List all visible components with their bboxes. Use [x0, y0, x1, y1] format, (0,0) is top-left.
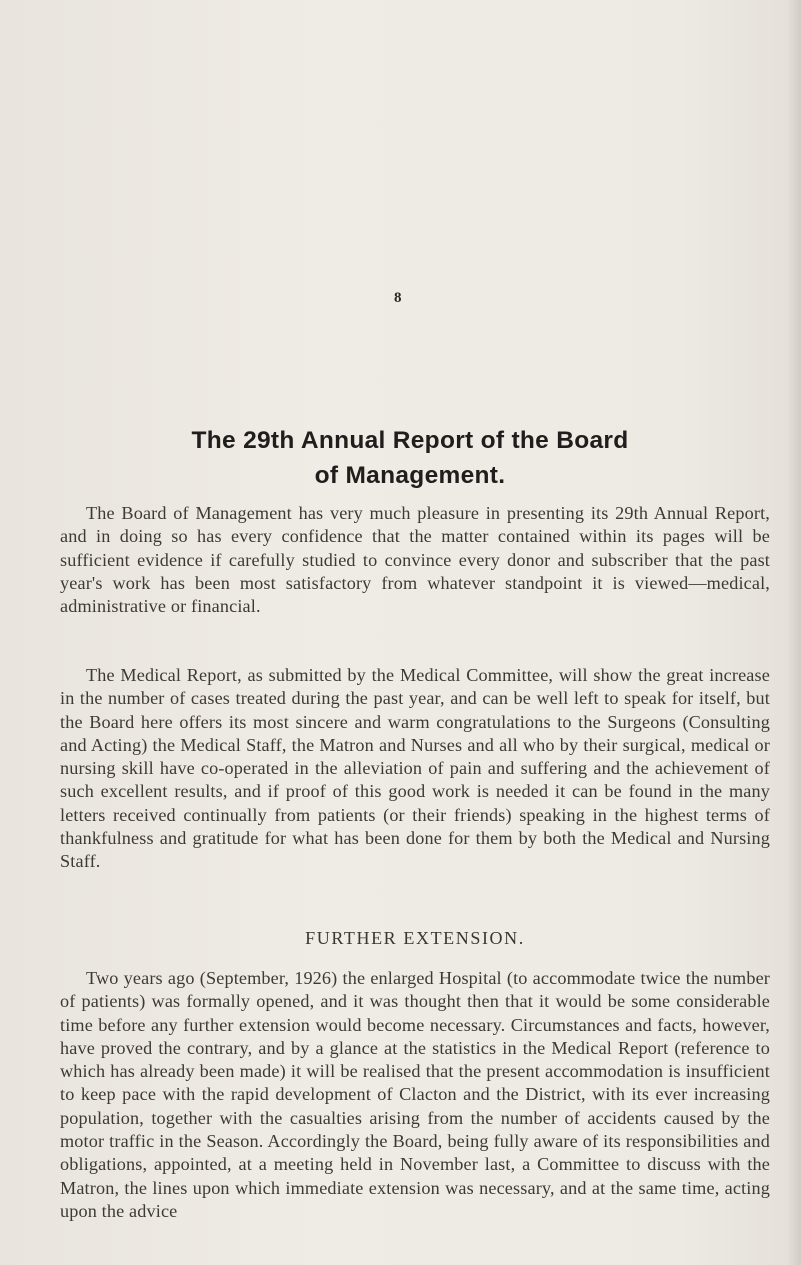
paragraph-medical-report: [60, 664, 770, 874]
report-title-line-1: The 29th Annual Report of the Board: [191, 427, 629, 454]
paragraph-further-extension: [60, 967, 770, 1223]
paragraph-introduction-text: The Board of Management has very much pleasure in presenting its 29th Annual Report, and in doing so has every confidence that the matter contained within its pages will be sufficient evidence if carefully studied to convince every donor and subscriber that the past year's work has been most satisfactory from whatever standpoint it is viewed—medical, administrative or financial.: [60, 503, 770, 617]
page-number: 8: [394, 290, 402, 306]
paragraph-further-extension-text: Two years ago (September, 1926) the enlarged Hospital (to accommodate twice the number of patients) was formally opened, and it was thought then that it would be some considerable time before any further extension would become necessary. Circumstances and facts, however, have proved the contrary, and by a glance at the statistics in the Medical Report (reference to which has already been made) it will be realised that the present accommodation is insufficient to keep pace with the rapid development of Clacton and the District, with its ever increasing population, together with the casualties arising from the number of accidents caused by the motor traffic in the Season. Accordingly the Board, being fully aware of its responsibilities and obligations, appointed, at a meeting held in November last, a Committee to discuss with the Matron, the lines upon which immediate extension was necessary, and at the same time, acting upon the advice: [60, 968, 770, 1221]
paragraph-medical-report-text: The Medical Report, as submitted by the Medical Committee, will show the great increase in the number of cases treated during the past year, and can be well left to speak for itself, but the Board here offers its most sincere and warm congratulations to the Surgeons (Consulting and Acting) the Medical Staff, the Matron and Nurses and all who by their surgical, medical or nursing skill have co-operated in the alleviation of pain and suffering and the achievement of such excellent results, and if proof of this good work is needed it can be found in the many letters received continually from patients (or their friends) speaking in the highest terms of thankfulness and gratitude for what has been done for them by both the Medical and Nursing Staff.: [60, 665, 770, 872]
paragraph-introduction: [60, 502, 770, 618]
report-title-line-2: of Management.: [314, 462, 506, 489]
page-edge-shadow: [787, 0, 801, 1265]
section-heading-further-extension: FURTHER EXTENSION.: [305, 928, 525, 948]
